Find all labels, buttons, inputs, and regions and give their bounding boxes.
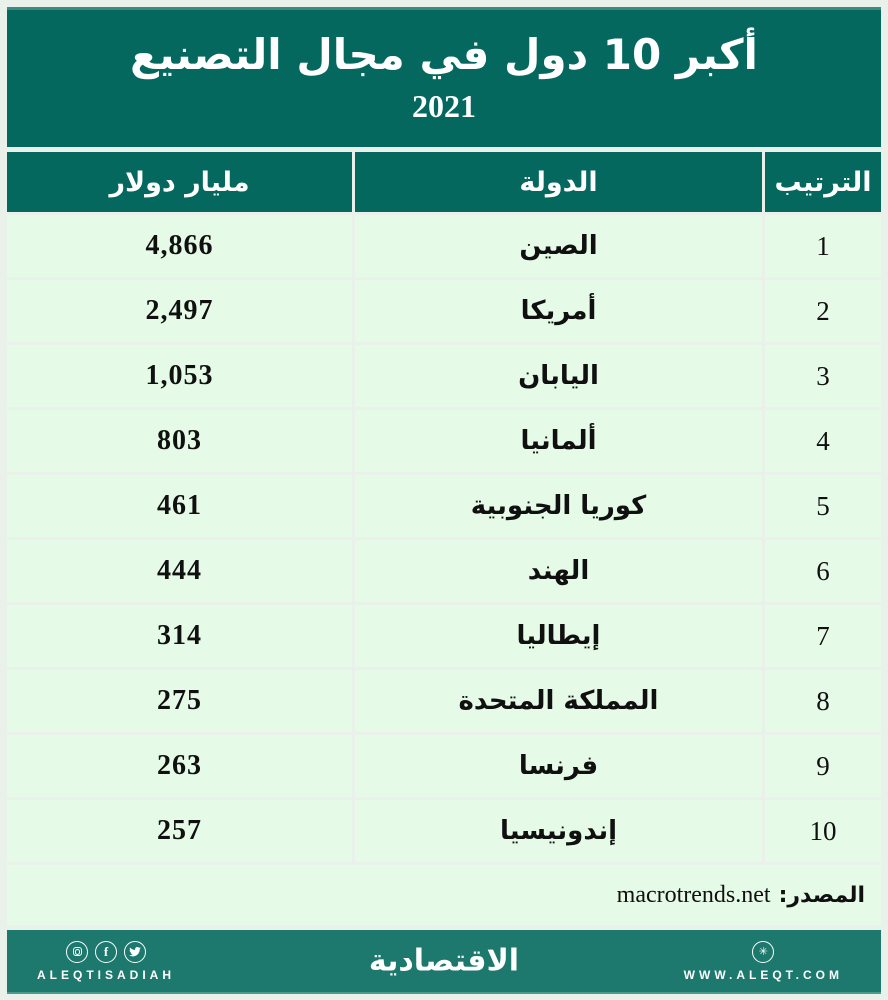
country-cell: إندونيسيا [355, 800, 762, 862]
rank-cell: 5 [765, 475, 881, 537]
country-cell: المملكة المتحدة [355, 670, 762, 732]
table-row [7, 215, 881, 277]
social-icons [66, 941, 146, 963]
footer-social-block [37, 941, 175, 982]
country-cell: أمريكا [355, 280, 762, 342]
table-row [7, 410, 881, 472]
country-cell: اليابان [355, 345, 762, 407]
column-header-value: مليار دولار [7, 152, 352, 212]
country-cell: إيطاليا [355, 605, 762, 667]
table-body [7, 215, 881, 862]
value-cell: 461 [7, 475, 352, 537]
value-cell: 1,053 [7, 345, 352, 407]
rank-cell: 9 [765, 735, 881, 797]
country-cell: ألمانيا [355, 410, 762, 472]
title-band [7, 7, 881, 147]
page-title: أكبر 10 دول في مجال التصنيع [130, 29, 758, 79]
year-label: 2021 [412, 88, 476, 125]
table-row [7, 475, 881, 537]
rank-cell: 4 [765, 410, 881, 472]
value-cell: 4,866 [7, 215, 352, 277]
table-row [7, 280, 881, 342]
table-header [7, 152, 881, 212]
table-row [7, 800, 881, 862]
value-cell: 263 [7, 735, 352, 797]
rank-cell: 3 [765, 345, 881, 407]
footer-bar [7, 930, 881, 994]
website-label: WWW.ALEQT.COM [683, 967, 843, 982]
value-cell: 257 [7, 800, 352, 862]
instagram-icon [66, 941, 88, 963]
rank-cell: 6 [765, 540, 881, 602]
rank-cell: 10 [765, 800, 881, 862]
brand-latin-label: ALEQTISADIAH [37, 967, 175, 982]
rank-cell: 7 [765, 605, 881, 667]
country-cell: كوريا الجنوبية [355, 475, 762, 537]
source-label: المصدر: [778, 882, 865, 908]
table-row [7, 540, 881, 602]
value-cell: 275 [7, 670, 352, 732]
rank-cell: 1 [765, 215, 881, 277]
brand-arabic-logo: الاقتصادية [368, 943, 520, 979]
footer-site-block [684, 941, 843, 982]
source-value: macrotrends.net [616, 881, 771, 908]
twitter-icon [124, 941, 146, 963]
value-cell: 2,497 [7, 280, 352, 342]
country-cell: الصين [355, 215, 762, 277]
source-row [7, 865, 881, 925]
rank-cell: 8 [765, 670, 881, 732]
country-cell: الهند [355, 540, 762, 602]
value-cell: 314 [7, 605, 352, 667]
column-header-country: الدولة [355, 152, 762, 212]
table-row [7, 605, 881, 667]
table-row [7, 670, 881, 732]
value-cell: 444 [7, 540, 352, 602]
country-cell: فرنسا [355, 735, 762, 797]
column-header-rank: الترتيب [765, 152, 881, 212]
value-cell: 803 [7, 410, 352, 472]
rank-cell: 2 [765, 280, 881, 342]
globe-icon: ✳ [752, 941, 774, 963]
facebook-icon: f [95, 941, 117, 963]
table-row [7, 345, 881, 407]
table-row [7, 735, 881, 797]
